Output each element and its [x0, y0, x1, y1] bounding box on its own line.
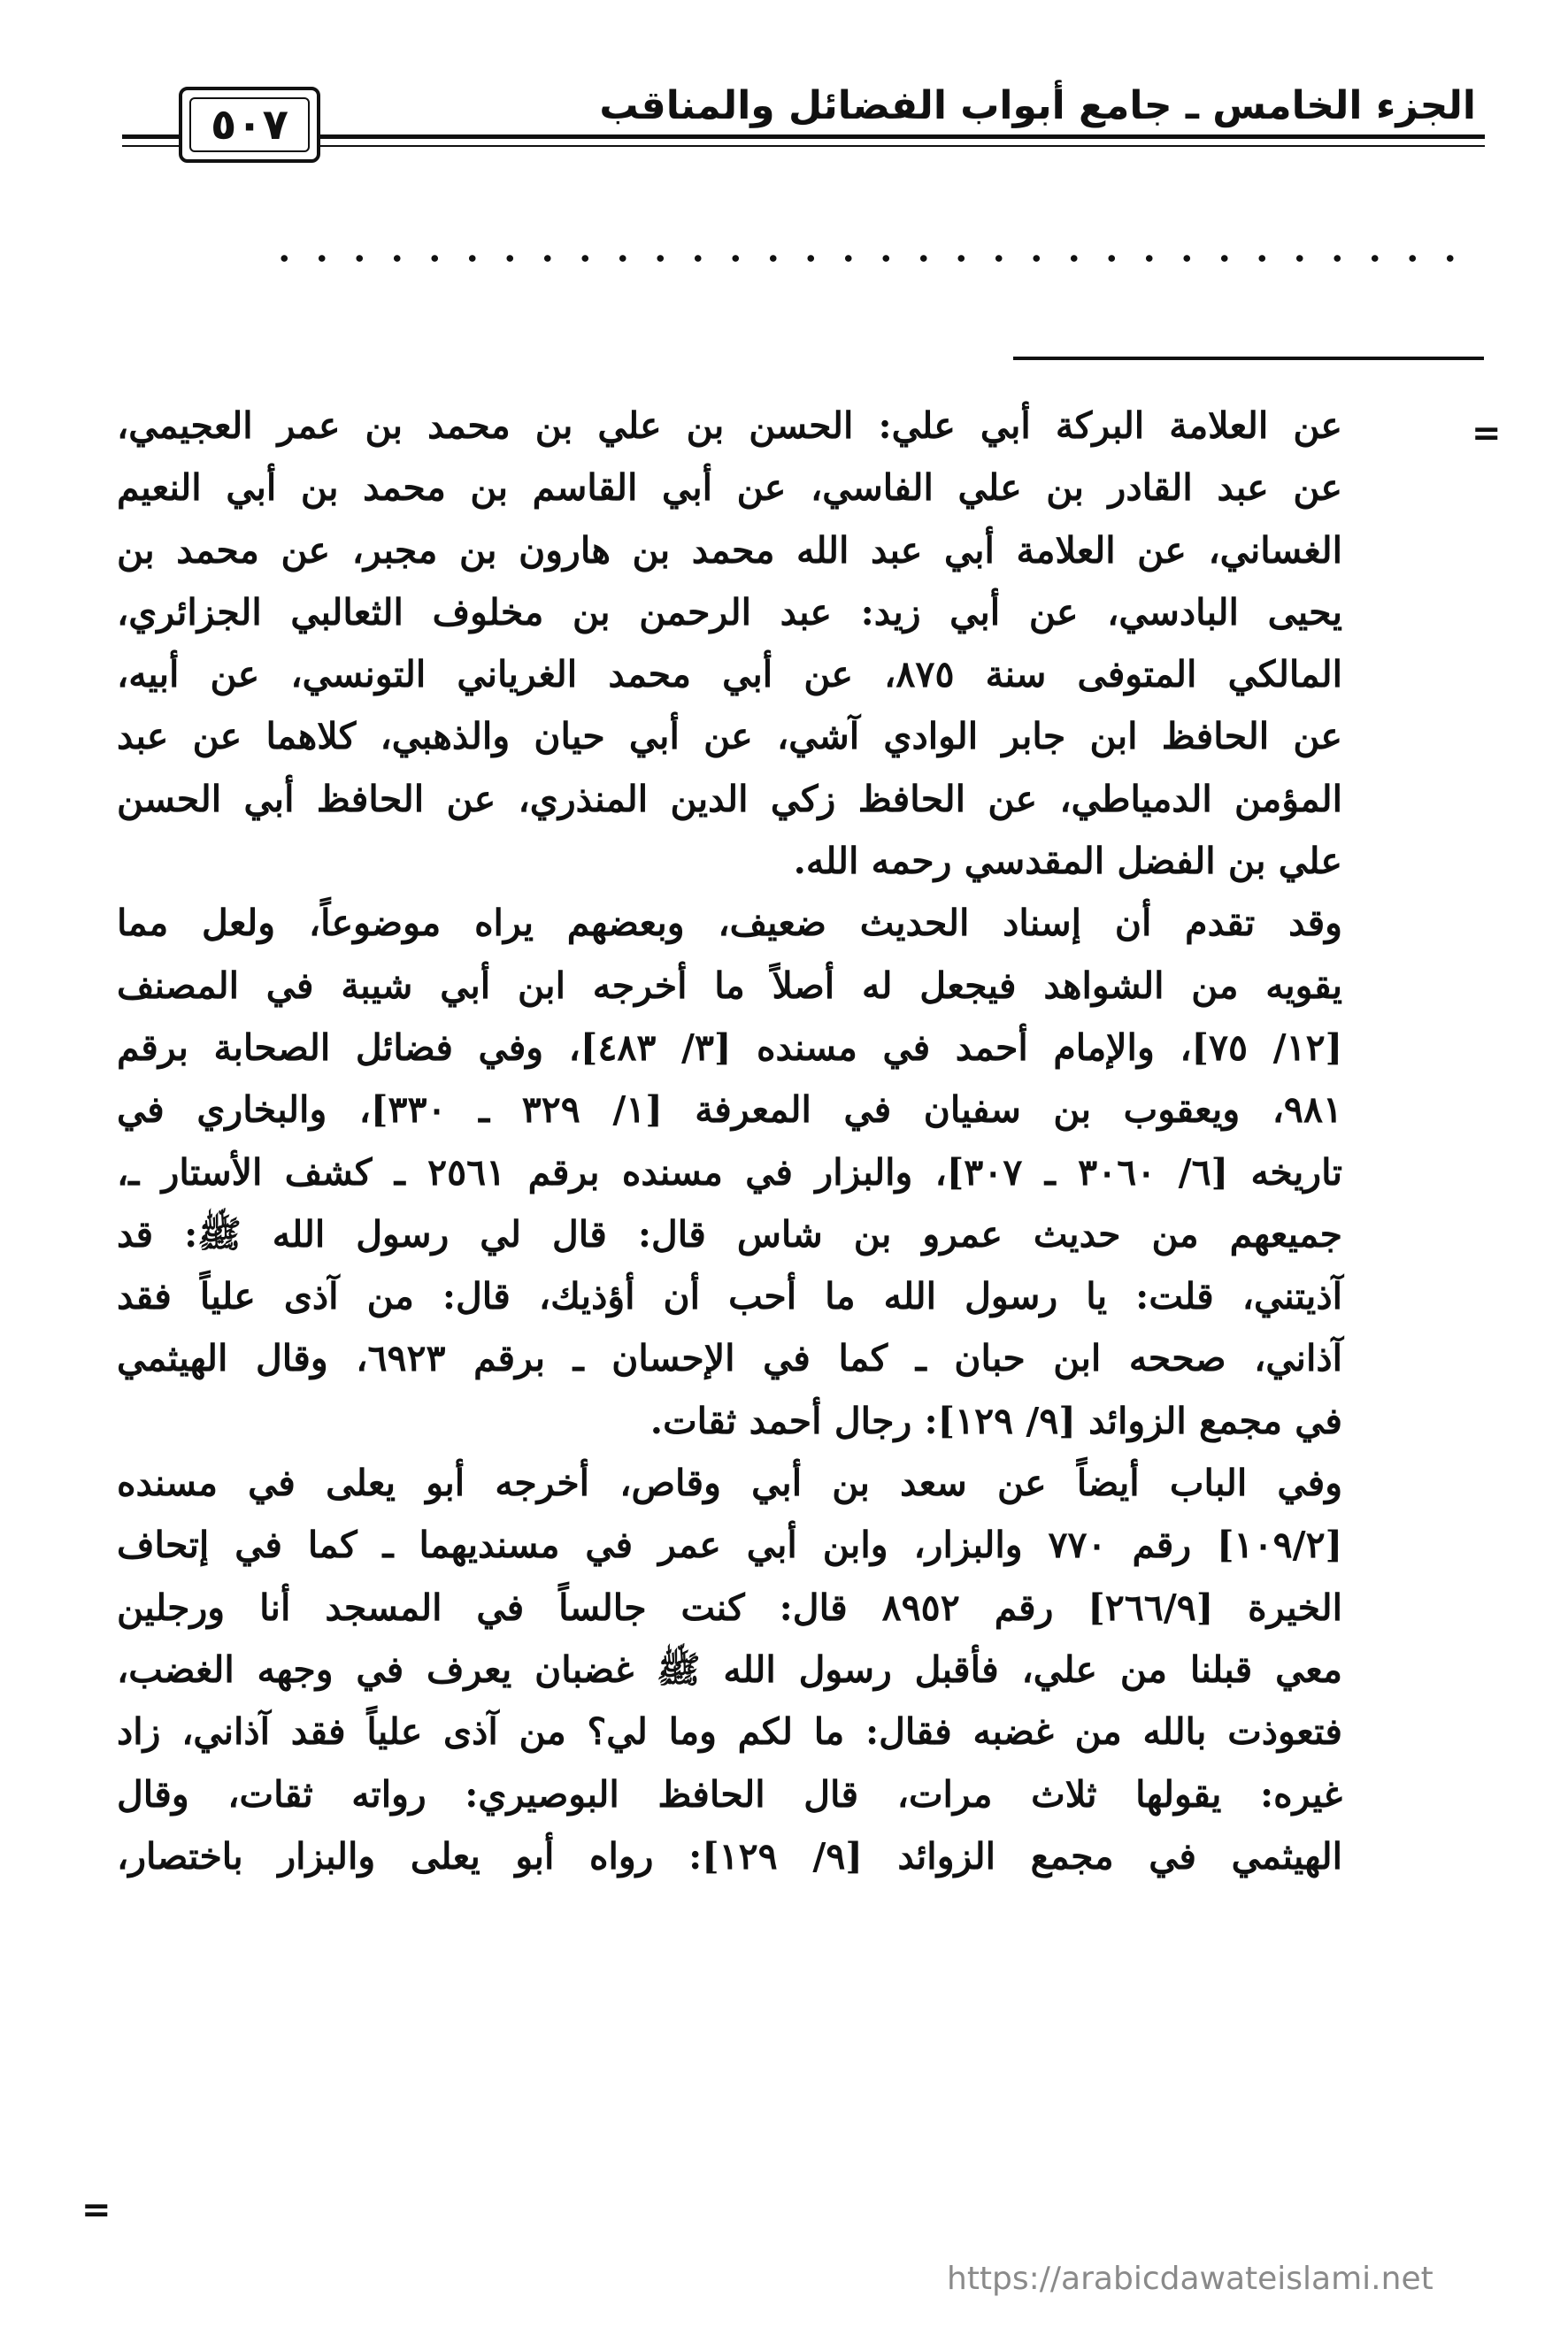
running-title: الجزء الخامس ـ جامع أبواب الفضائل والمناقب: [599, 83, 1476, 128]
text-line: علي بن الفضل المقدسي رحمه الله.: [793, 840, 1342, 883]
text-line: آذيتني، قلت: يا رسول الله ما أحب أن أؤذيك، قال: من آذى علياً فقد: [117, 1275, 1342, 1318]
header-rule-thin: [122, 145, 1485, 147]
text-line: تاريخه [٦/ ٣٠٦٠ ـ ٣٠٧]، والبزار في مسنده برقم ٢٥٦١ ـ كشف الأستار ـ،: [117, 1150, 1343, 1194]
text-line: آذاني، صححه ابن حبان ـ كما في الإحسان ـ برقم ٦٩٢٣، وقال الهيثمي: [117, 1337, 1342, 1380]
text-line: عن العلامة البركة أبي علي: الحسن بن علي بن محمد بن عمر العجيمي،: [117, 404, 1342, 447]
text-line: وقد تقدم أن إسناد الحديث ضعيف، وبعضهم يراه موضوعاً، ولعل مما: [117, 902, 1342, 945]
text-line: جميعهم من حديث عمرو بن شاس قال: قال لي رسول الله ﷺ: قد: [117, 1212, 1342, 1256]
text-line: الخيرة [٢٦٦/٩] رقم ٨٩٥٢ قال: كنت جالساً في المسجد أنا ورجلين: [117, 1586, 1343, 1629]
text-line: في مجمع الزوائد [٩/ ١٢٩]: رجال أحمد ثقات.: [649, 1399, 1342, 1442]
text-line: وفي الباب أيضاً عن سعد بن أبي وقاص، أخرجه أبو يعلى في مسنده: [117, 1462, 1342, 1505]
text-line: عن عبد القادر بن علي الفاسي، عن أبي القاسم بن محمد بن أبي النعيم: [117, 466, 1342, 510]
page-number-frame: [179, 87, 320, 163]
text-line: المالكي المتوفى سنة ٨٧٥، عن أبي محمد الغرياني التونسي، عن أبيه،: [117, 653, 1343, 696]
text-line: [١٢/ ٧٥]، والإمام أحمد في مسنده [٣/ ٤٨٣]، وفي فضائل الصحابة برقم: [117, 1025, 1343, 1069]
text-line: المؤمن الدمياطي، عن الحافظ زكي الدين المنذري، عن الحافظ أبي الحسن: [117, 777, 1342, 820]
text-line: الهيثمي في مجمع الزوائد [٩/ ١٢٩]: رواه أبو يعلى والبزار باختصار،: [117, 1834, 1342, 1878]
watermark-url: https://arabicdawateislami.net: [947, 2261, 1433, 2297]
text-line: غيره: يقولها ثلاث مرات، قال الحافظ البوصيري: رواته ثقات، وقال: [117, 1772, 1342, 1816]
header-rule-thick: [122, 134, 1485, 139]
text-line: يحيى البادسي، عن أبي زيد: عبد الرحمن بن مخلوف الثعالبي الجزائري،: [117, 590, 1342, 634]
page-number: ٥٠٧: [211, 100, 288, 150]
text-line: فتعوذت بالله من غضبه فقال: ما لكم وما لي؟ من آذى علياً فقد آذاني، زاد: [117, 1710, 1342, 1754]
text-line: معي قبلنا من علي، فأقبل رسول الله ﷺ غضبان يعرف في وجهه الغضب،: [117, 1648, 1342, 1691]
text-line: يقويه من الشواهد فيجعل له أصلاً ما أخرجه ابن أبي شيبة في المصنف: [117, 964, 1342, 1007]
text-line: [١٠٩/٢] رقم ٧٧٠ والبزار، وابن أبي عمر في مسنديهما ـ كما في إتحاف: [117, 1524, 1342, 1567]
text-line: ٩٨١، ويعقوب بن سفيان في المعرفة [١/ ٣٢٩ ـ ٣٣٠]، والبخاري في: [117, 1088, 1342, 1132]
dotted-separator: [265, 253, 1469, 264]
continuation-mark-bottom: =: [81, 2190, 111, 2231]
footnote-rule: [1013, 357, 1484, 360]
text-line: عن الحافظ ابن جابر الوادي آشي، عن أبي حيان والذهبي، كلاهما عن عبد: [117, 715, 1342, 758]
continuation-mark-top: =: [1472, 413, 1502, 454]
footnote-body: [117, 395, 1342, 1887]
text-line: الغساني، عن العلامة أبي عبد الله محمد بن هارون بن مجبر، عن محمد بن: [117, 528, 1342, 572]
